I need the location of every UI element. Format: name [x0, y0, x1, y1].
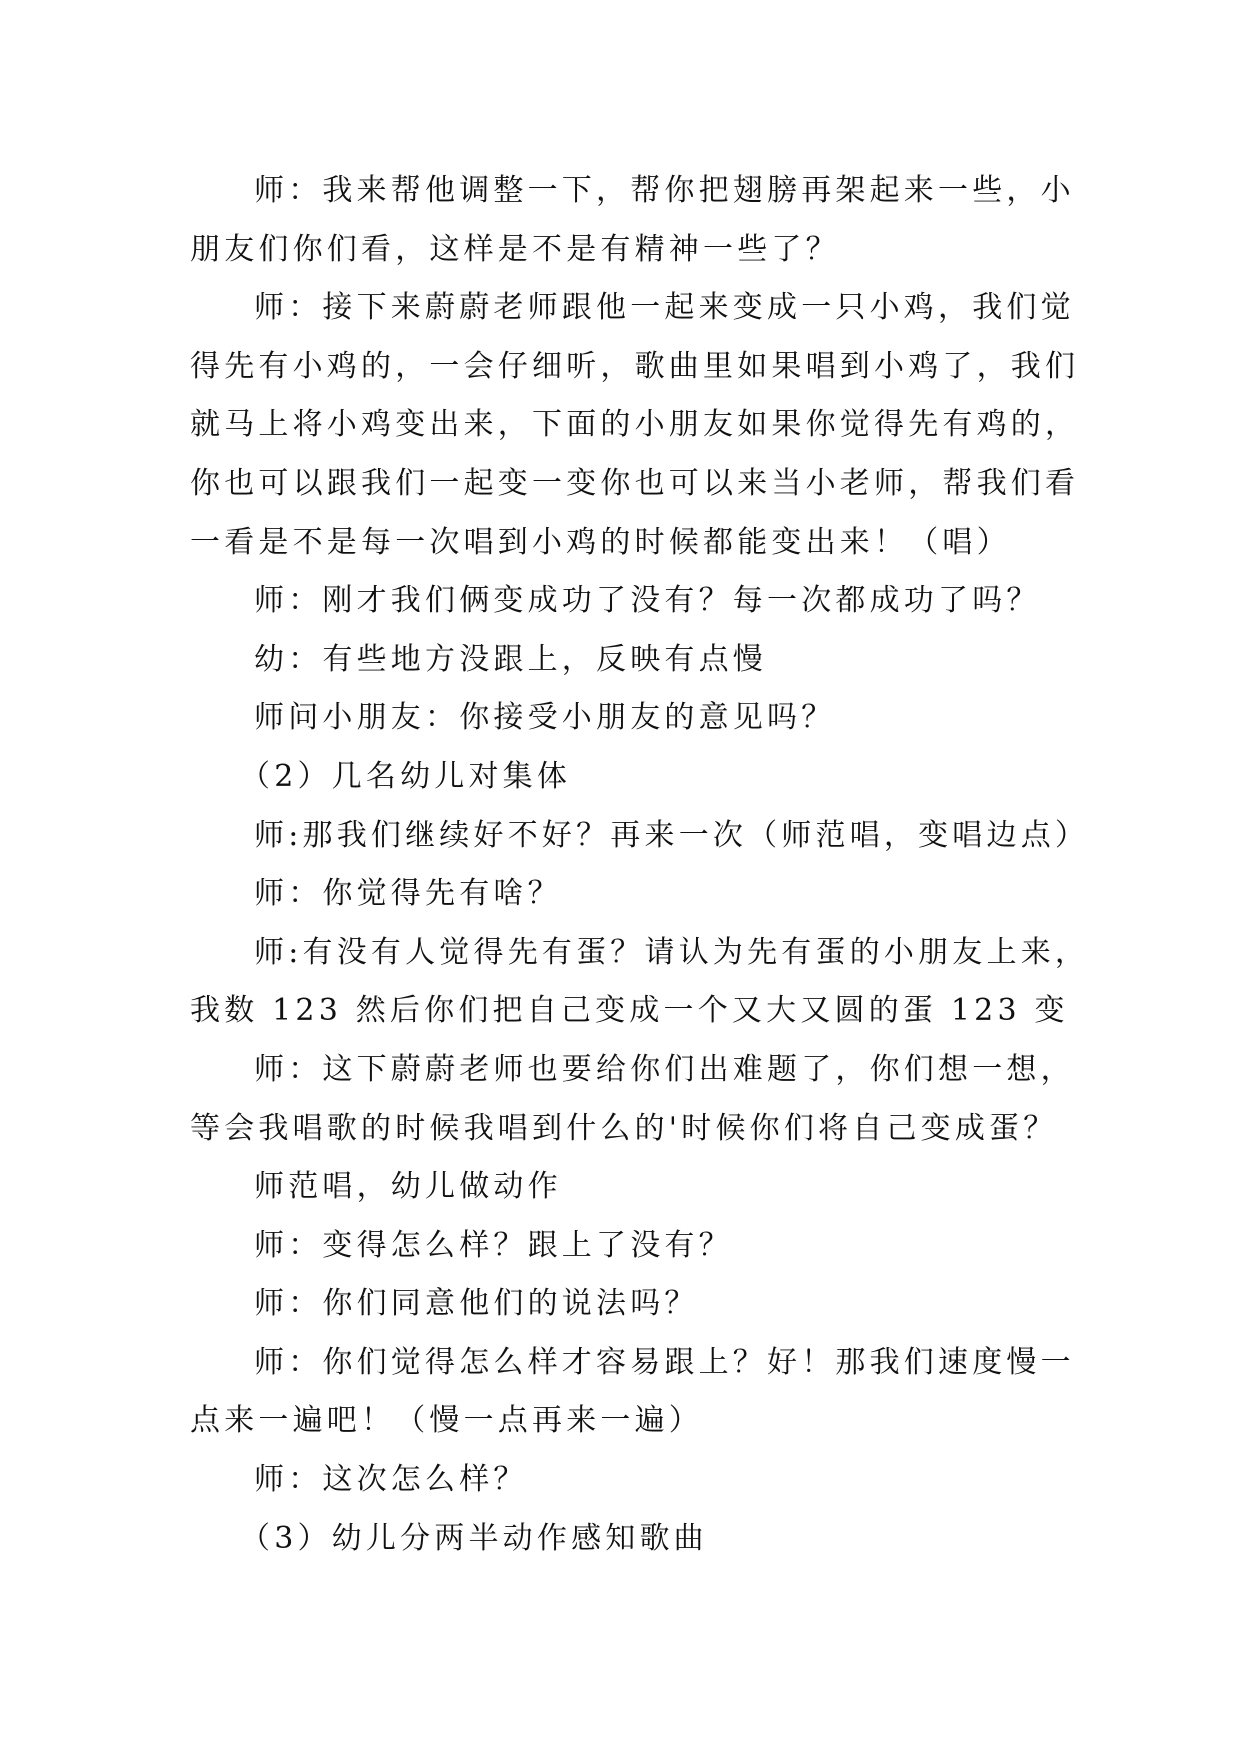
text-line: 我数 123 然后你们把自己变成一个又大又圆的蛋 123 变 [190, 993, 1069, 1029]
paragraph [190, 1217, 1060, 1276]
text-line: 得先有小鸡的，一会仔细听，歌曲里如果唱到小鸡了，我们 [190, 348, 1080, 384]
paragraph [190, 807, 1090, 866]
paragraph [190, 572, 1060, 631]
text-line: 幼：有些地方没跟上，反映有点慢 [254, 641, 767, 677]
paragraph [190, 631, 1060, 690]
text-line: 师:有没有人觉得先有蛋？请认为先有蛋的小朋友上来， [254, 934, 1090, 970]
paragraph [190, 924, 1090, 1041]
text-line: 师：你们觉得怎么样才容易跟上？好！那我们速度慢一 [254, 1344, 1075, 1380]
text-line: 点来一遍吧！（慢一点再来一遍） [190, 1403, 703, 1439]
paragraph [190, 1158, 1060, 1217]
text-line: 朋友们你们看，这样是不是有精神一些了？ [190, 231, 840, 267]
text-line: 师：这下蔚蔚老师也要给你们出难题了，你们想一想， [254, 1051, 1075, 1087]
text-line: 师范唱，幼儿做动作 [254, 1169, 562, 1205]
section-heading [190, 1510, 1060, 1569]
text-line: 师：你们同意他们的说法吗？ [254, 1286, 699, 1322]
text-line: 师：变得怎么样？跟上了没有？ [254, 1227, 733, 1263]
text-line: 就马上将小鸡变出来，下面的小朋友如果你觉得先有鸡的， [190, 407, 1080, 443]
document-body [190, 162, 1090, 1568]
paragraph [190, 689, 1060, 748]
text-line: 师：刚才我们俩变成功了没有？每一次都成功了吗？ [254, 583, 1041, 619]
text-line: 你也可以跟我们一起变一变你也可以来当小老师，帮我们看 [190, 465, 1080, 501]
paragraph [190, 865, 1060, 924]
text-line: 师问小朋友：你接受小朋友的意见吗？ [254, 700, 836, 736]
text-line: 一看是不是每一次唱到小鸡的时候都能变出来！（唱） [190, 524, 1011, 560]
text-line: 师：我来帮他调整一下，帮你把翅膀再架起来一些，小 [254, 173, 1075, 208]
paragraph [190, 1041, 1075, 1158]
paragraph [190, 1334, 1075, 1451]
text-line: （3）幼儿分两半动作感知歌曲 [240, 1520, 708, 1556]
text-line: 师：接下来蔚蔚老师跟他一起来变成一只小鸡，我们觉 [254, 290, 1075, 326]
text-line: 师：你觉得先有啥？ [254, 876, 562, 912]
text-line: （2）几名幼儿对集体 [240, 758, 572, 794]
paragraph [190, 162, 1075, 279]
paragraph [190, 1275, 1060, 1334]
text-line: 师:那我们继续好不好？再来一次（师范唱，变唱边点） [254, 817, 1090, 853]
paragraph [190, 1451, 1060, 1510]
text-line: 师：这次怎么样？ [254, 1462, 528, 1498]
paragraph [190, 279, 1080, 572]
text-line: 等会我唱歌的时候我唱到什么的'时候你们将自己变成蛋？ [190, 1110, 1058, 1146]
section-heading [190, 748, 1060, 807]
